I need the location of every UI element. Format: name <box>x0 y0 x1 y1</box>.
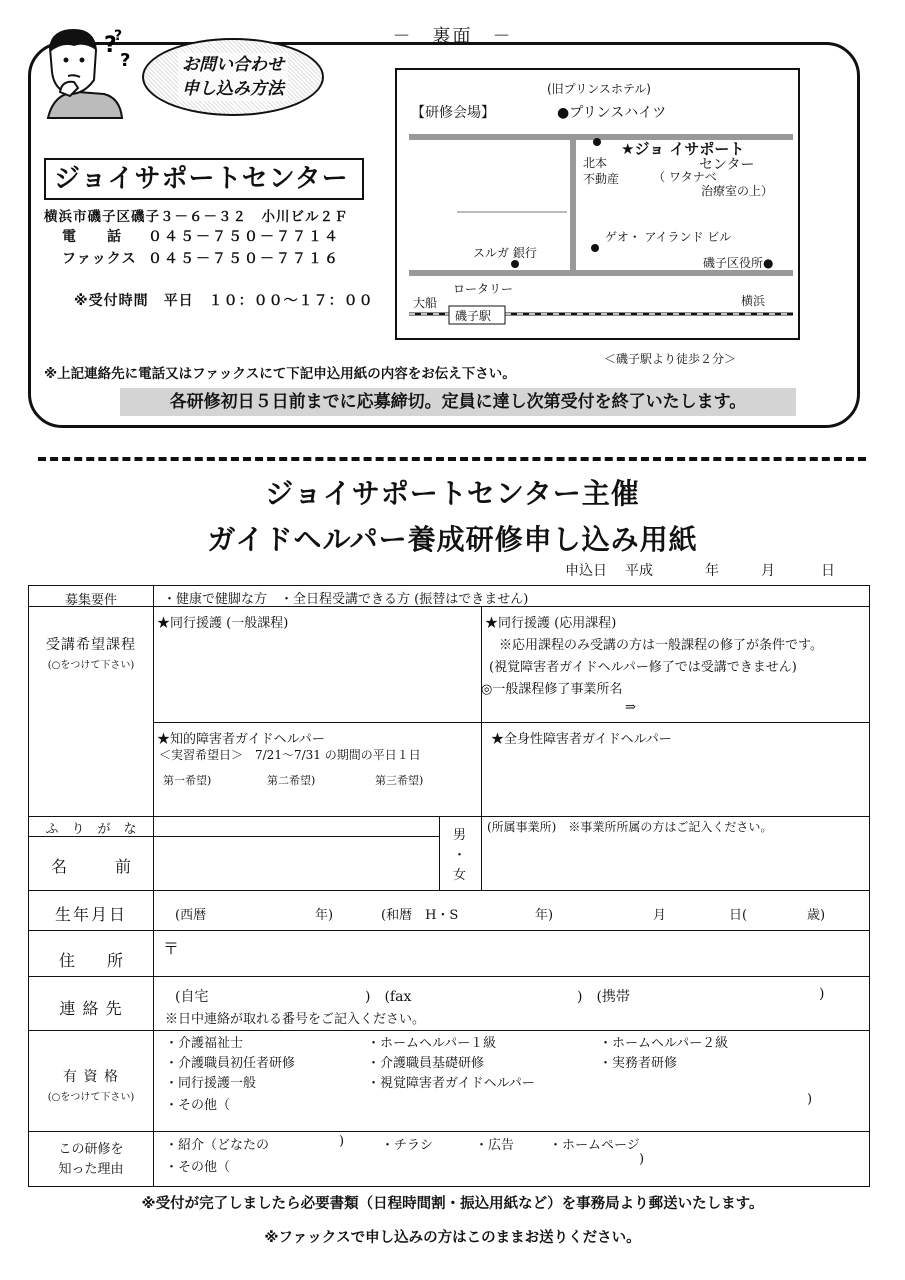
apply-date-month: 月 <box>761 563 775 579</box>
source-other-close: ) <box>639 1152 645 1167</box>
application-form <box>28 585 870 1187</box>
page-header: － 裏面 － <box>392 26 513 47</box>
map-caption: ＜磯子駅より徒歩２分＞ <box>604 352 737 366</box>
applied-arrow: ⇒ <box>625 700 636 715</box>
contact-home: (自宅 <box>175 989 209 1005</box>
sex-female[interactable]: 女 <box>453 868 467 883</box>
apply-date-day: 日 <box>821 563 835 579</box>
map-ward-office: 磯子区役所● <box>703 256 774 270</box>
tel-number: ０４５－７５０－７７１４ <box>148 229 340 245</box>
contact-label: 連 絡 先 <box>59 999 123 1018</box>
address: 横浜市磯子区磯子３－６－３２ 小川ビル２Ｆ <box>44 209 349 225</box>
dob-japanese-year: 年) <box>535 908 554 923</box>
dob-label: 生年月日 <box>54 905 127 924</box>
form-title-1: ジョイサポートセンター主催 <box>265 477 640 510</box>
map-watanabe-2: 治療室の上） <box>701 184 774 198</box>
qual-douko-general[interactable]: ・同行援護一般 <box>165 1076 257 1091</box>
sex-dot: ・ <box>453 848 467 863</box>
sex-male[interactable]: 男 <box>453 828 467 843</box>
qual-other-close: ) <box>807 1092 813 1107</box>
applied-note-3: ◎一般課程修了事業所名 <box>481 682 623 697</box>
cut-line <box>38 457 866 461</box>
map-station: 磯子駅 <box>455 309 492 323</box>
map-ofuna: 大船 <box>413 296 438 310</box>
map-venue-label: 【研修会場】 <box>411 105 495 121</box>
address-label: 住 所 <box>58 951 123 970</box>
map-fudosan: 不動産 <box>583 172 620 186</box>
form-title-2: ガイドヘルパー養成研修申し込み用紙 <box>207 523 698 556</box>
applied-note-1: ※応用課程のみ受講の方は一般課程の修了が条件です。 <box>499 638 823 653</box>
contact-fax: ) (fax <box>365 989 412 1005</box>
choice-1[interactable]: 第一希望) <box>163 774 212 787</box>
dob-japanese: (和暦 H・S <box>381 908 459 923</box>
course-sub: (○をつけて下さい) <box>47 660 135 671</box>
apply-date-label: 申込日 <box>565 563 607 579</box>
apply-date-year: 年 <box>705 563 719 579</box>
qual-care-worker[interactable]: ・介護福祉士 <box>165 1036 244 1051</box>
fax-number: ０４５－７５０－７７１６ <box>148 251 340 267</box>
tel-label: 電 話 <box>62 229 122 245</box>
bubble-line1: お問い合わせ <box>178 53 288 77</box>
map-hotel-old: (旧プリンスホテル) <box>547 82 651 96</box>
course-applied[interactable]: ★同行援護 (応用課程) <box>485 616 617 631</box>
footnote-1: ※受付が完了しましたら必要書類（日程時間割・振込用紙など）を事務局より郵送いたします。 <box>141 1196 764 1212</box>
course-general[interactable]: ★同行援護 (一般課程) <box>157 616 289 631</box>
qual-visual-guide[interactable]: ・視覚障害者ガイドヘルパー <box>367 1076 535 1091</box>
svg-text:?: ? <box>104 33 117 58</box>
qual-helper-1[interactable]: ・ホームヘルパー１級 <box>367 1036 497 1051</box>
contact-close: ) <box>819 986 825 1002</box>
footnote-2: ※ファックスで申し込みの方はこのままお送りください。 <box>264 1230 641 1246</box>
choice-3[interactable]: 第三希望) <box>375 774 424 787</box>
dob-day: 日( <box>729 908 748 923</box>
qual-sub: (○をつけて下さい) <box>47 1092 135 1103</box>
bubble-line2: 申し込み方法 <box>178 77 288 101</box>
map-hotel: ●プリンスハイツ <box>557 105 667 121</box>
qual-label: 有 資 格 <box>63 1069 119 1085</box>
postal-mark: 〒 <box>163 939 180 958</box>
map-rotary: ロータリー <box>453 282 514 296</box>
course-whole-body[interactable]: ★全身性障害者ガイドヘルパー <box>491 732 672 747</box>
qual-helper-2[interactable]: ・ホームヘルパー２級 <box>599 1036 729 1051</box>
map-geo: ゲオ・ アイランド ビル <box>605 230 732 244</box>
contact-notice: ※上記連絡先に電話又はファックスにて下記申込用紙の内容をお伝え下さい。 <box>44 366 516 382</box>
source-label-1: この研修を <box>58 1142 124 1157</box>
course-label: 受講希望課程 <box>46 637 136 653</box>
source-intro-close: ) <box>339 1134 345 1149</box>
choice-2[interactable]: 第二希望) <box>267 774 316 787</box>
map-joy-center: ★ジョ イサポート <box>621 140 745 158</box>
qual-other[interactable]: ・その他（ <box>165 1098 231 1113</box>
qual-practitioner[interactable]: ・実務者研修 <box>599 1056 678 1071</box>
req-text: ・健康で健脚な方 ・全日程受講できる方 (振替はできません) <box>163 592 529 607</box>
svg-text:?: ? <box>114 28 123 44</box>
contact-mobile: ) (携帯 <box>577 989 630 1005</box>
deadline-banner: 各研修初日５日前までに応募締切。定員に達し次第受付を終了いたします。 <box>120 388 796 416</box>
map-watanabe: （ ワタナベ <box>653 170 717 184</box>
practice-days: ＜実習希望日＞ 7/21～7/31 の期間の平日１日 <box>159 748 421 762</box>
center-name: ジョイサポートセンター <box>44 158 364 200</box>
business-hours: ※受付時間 平日 １０：００～１７：００ <box>74 293 374 309</box>
map-kitamoto: 北本 <box>583 156 608 170</box>
map-joy-center-2: センター <box>699 157 755 173</box>
dob-month: 月 <box>653 908 667 923</box>
source-flyer[interactable]: ・チラシ <box>381 1138 434 1153</box>
applied-note-2: (視覚障害者ガイドヘルパー修了では受講できません) <box>489 660 797 675</box>
svg-text:?: ? <box>120 50 131 71</box>
fax-label: ファックス <box>62 251 137 267</box>
map-yokohama: 横浜 <box>741 294 766 308</box>
name-label: 名 前 <box>50 857 131 876</box>
apply-date-era: 平成 <box>625 563 653 579</box>
source-label-2: 知った理由 <box>58 1162 124 1177</box>
inquiry-bubble <box>142 38 324 116</box>
furigana-label: ふ り が な <box>45 822 137 837</box>
qual-initial-training[interactable]: ・介護職員初任者研修 <box>165 1056 296 1071</box>
source-ad[interactable]: ・広告 <box>475 1138 515 1153</box>
contact-note: ※日中連絡が取れる番号をご記入ください。 <box>165 1012 426 1027</box>
qual-basic-training[interactable]: ・介護職員基礎研修 <box>367 1056 485 1071</box>
course-intellectual[interactable]: ★知的障害者ガイドヘルパー <box>157 732 325 747</box>
map-suruga: スルガ 銀行 <box>473 246 537 260</box>
source-web[interactable]: ・ホームページ <box>549 1138 640 1153</box>
req-label: 募集要件 <box>64 593 117 608</box>
access-map <box>395 68 800 340</box>
dob-age: 歳) <box>807 908 826 923</box>
affiliation: (所属事業所) ※事業所所属の方はご記入ください。 <box>487 820 773 834</box>
source-other[interactable]: ・その他（ <box>165 1160 231 1175</box>
dob-western-year: 年) <box>315 908 334 923</box>
dob-western: (西暦 <box>175 908 207 923</box>
source-intro[interactable]: ・紹介（どなたの <box>165 1138 270 1153</box>
thinking-person-icon <box>34 22 144 122</box>
